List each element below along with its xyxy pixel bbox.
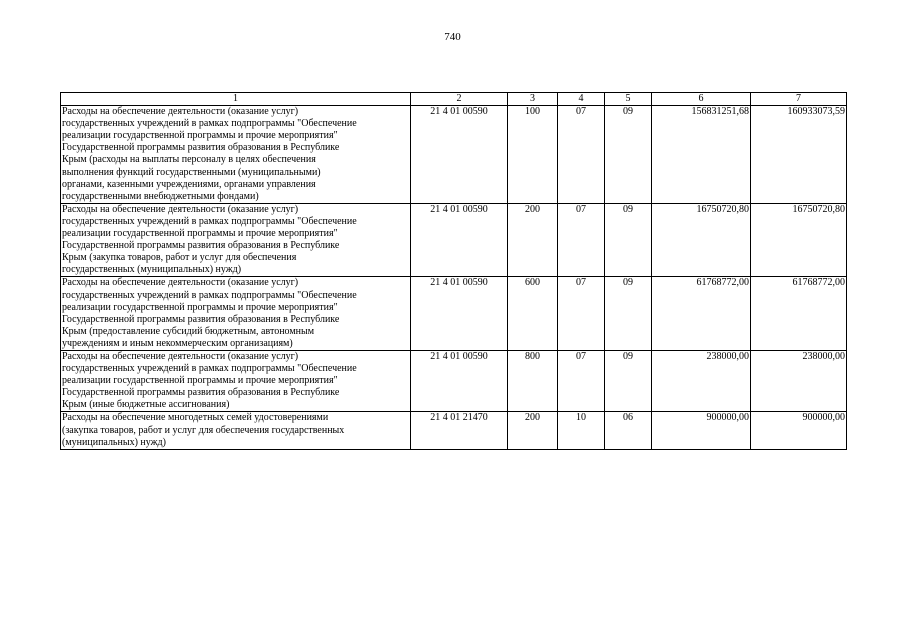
row-description: Расходы на обеспечение многодетных семей удостоверениями (закупка товаров, работ и услуг для обеспечения государственных (муниципальных) нужд) — [61, 412, 411, 449]
page-number: 740 — [444, 31, 461, 43]
target-article-code: 21 4 01 00590 — [411, 106, 508, 204]
column-header: 3 — [508, 93, 558, 106]
column-header: 5 — [605, 93, 652, 106]
amount-year-1: 156831251,68 — [652, 106, 751, 204]
subsection-code: 06 — [605, 412, 652, 449]
budget-table — [60, 92, 847, 450]
row-description: Расходы на обеспечение деятельности (оказание услуг) государственных учреждений в рамках подпрограммы "Обеспечение реализации государственной программы и прочие мероприятия" Государственной программы развития образования в Республике Крым (предоставление субсидий бюджетным, автономным учреждениям и иным некоммерческим организациям) — [61, 277, 411, 351]
section-code: 07 — [558, 203, 605, 277]
target-article-code: 21 4 01 00590 — [411, 203, 508, 277]
section-code: 07 — [558, 350, 605, 411]
column-header: 1 — [61, 93, 411, 106]
expense-type-code: 600 — [508, 277, 558, 351]
target-article-code: 21 4 01 00590 — [411, 350, 508, 411]
column-header: 7 — [751, 93, 847, 106]
row-description: Расходы на обеспечение деятельности (оказание услуг) государственных учреждений в рамках подпрограммы "Обеспечение реализации государственной программы и прочие мероприятия" Государственной программы развития образования в Республике Крым (расходы на выплаты персоналу в целях обеспечения выполнения функций государственными (муниципальными) органами, казенными учреждениями, органами управления государственными внебюджетными фондами) — [61, 106, 411, 204]
amount-year-2: 160933073,59 — [751, 106, 847, 204]
subsection-code: 09 — [605, 106, 652, 204]
table-row — [61, 203, 847, 277]
expense-type-code: 800 — [508, 350, 558, 411]
row-description: Расходы на обеспечение деятельности (оказание услуг) государственных учреждений в рамках подпрограммы "Обеспечение реализации государственной программы и прочие мероприятия" Государственной программы развития образования в Республике Крым (закупка товаров, работ и услуг для обеспечения государственных (муниципальных) нужд) — [61, 203, 411, 277]
expense-type-code: 200 — [508, 203, 558, 277]
table-row — [61, 106, 847, 204]
column-header: 6 — [652, 93, 751, 106]
target-article-code: 21 4 01 00590 — [411, 277, 508, 351]
subsection-code: 09 — [605, 350, 652, 411]
amount-year-1: 61768772,00 — [652, 277, 751, 351]
amount-year-1: 16750720,80 — [652, 203, 751, 277]
section-code: 10 — [558, 412, 605, 449]
section-code: 07 — [558, 277, 605, 351]
amount-year-1: 900000,00 — [652, 412, 751, 449]
expense-type-code: 200 — [508, 412, 558, 449]
row-description: Расходы на обеспечение деятельности (оказание услуг) государственных учреждений в рамках подпрограммы "Обеспечение реализации государственной программы и прочие мероприятия" Государственной программы развития образования в Республике Крым (иные бюджетные ассигнования) — [61, 350, 411, 411]
amount-year-2: 900000,00 — [751, 412, 847, 449]
amount-year-1: 238000,00 — [652, 350, 751, 411]
amount-year-2: 16750720,80 — [751, 203, 847, 277]
section-code: 07 — [558, 106, 605, 204]
table-row — [61, 277, 847, 351]
table-row — [61, 412, 847, 449]
amount-year-2: 238000,00 — [751, 350, 847, 411]
column-header: 4 — [558, 93, 605, 106]
amount-year-2: 61768772,00 — [751, 277, 847, 351]
subsection-code: 09 — [605, 203, 652, 277]
table-row — [61, 350, 847, 411]
target-article-code: 21 4 01 21470 — [411, 412, 508, 449]
subsection-code: 09 — [605, 277, 652, 351]
column-header: 2 — [411, 93, 508, 106]
expense-type-code: 100 — [508, 106, 558, 204]
header-row — [61, 93, 847, 106]
